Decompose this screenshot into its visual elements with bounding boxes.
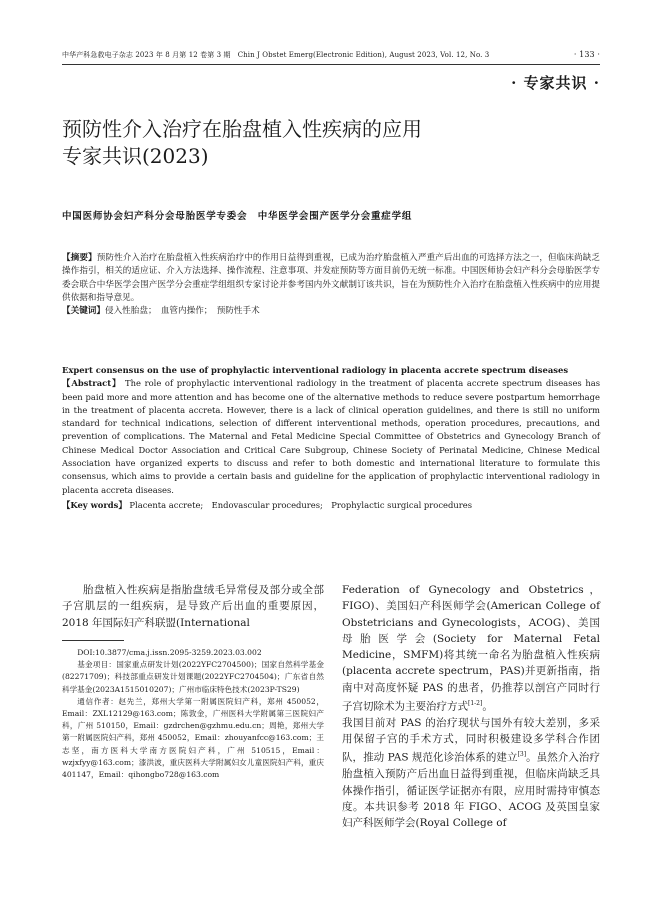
body-text-run: 。: [482, 700, 493, 713]
funding-note: 基金项目：国家重点研发计划(2022YFC2704500)；国家自然科学基金(82271709)；科技部重点研发计划课题(2022YFC2704504)；广东省自然科学基金(2023A1515010207)；广州市临床特色技术(2023P-TS29): [62, 660, 324, 694]
running-header: [62, 50, 600, 64]
en-keywords: Placenta accrete; Endovascular procedures; Prophylactic surgical procedures: [129, 499, 472, 510]
body-paragraph: 胎盘植入性疾病是指胎盘绒毛异常侵及部分或全部子宫肌层的一组疾病，是导致产后出血的重要原因，2018 年国际妇产科联盟(International: [62, 584, 324, 629]
body-column-right: [342, 582, 600, 831]
cn-abstract-text: 预防性介入治疗在胎盘植入性疾病治疗中的作用日益得到重视，已成为治疗胎盘植入严重产后出血的可选择方法之一，但临床尚缺乏操作指引，相关的适应证、介入方法选择、操作流程、注意事项、并发症预防等方面目前仍无统一标准。中国医师协会妇产科分会母胎医学专委会联合中华医学会围产医学分会重症学组组织专家讨论并参考国内外文献制订该共识，旨在为预防性介入治疗在胎盘植入性疾病中的应用提供依据和指导意见。: [62, 253, 600, 303]
citation-ref[interactable]: [1-2]: [468, 700, 483, 708]
title-line-1: 预防性介入治疗在胎盘植入性疾病的应用: [62, 117, 422, 141]
en-abstract-label: 【Abstract】: [62, 378, 122, 389]
correspondence-note: 通信作者：赵先兰，郑州大学第一附属医院妇产科，郑州 450052，Email：ZXL12129@163.com；陈敦金，广州医科大学附属第三医院妇产科，广州 510150，Email：gzdrchen@gzhmu.edu.cn；周艳，郑州大学第一附属医院妇产科，郑州 450052，Email：zhouyanfcc@163.com；王志坚，南方医科大学南方医院妇产科，广州 510515，Email：wzjxfyy@163.com；漆洪波，重庆医科大学附属妇女儿童医院妇产科，重庆 401147，Email：qihongbo728@163.com: [62, 696, 324, 779]
page-number: · 133 ·: [573, 50, 600, 59]
english-abstract: [62, 364, 600, 512]
en-abstract-text: The role of prophylactic interventional radiology in the treatment of placenta accrete spectrum diseases has been paid more and more attention and has become one of the alternative methods to reduce severe postpartum hemorrhage in the treatment of placenta accreta. However, there is a lack of clinical operation guidelines, and there is still no uniform standard for technical indications, selection of different interventional methods, operation procedures, precautions, and prevention of complications. The Maternal and Fetal Medicine Special Committee of Obstetrics and Gynecology Branch of Chinese Medical Doctor Association and Critical Care Subgroup, Chinese Society of Perinatal Medicine, Chinese Medical Association have organized experts to discuss and refer to both domestic and international literature to formulate this consensus, which aims to provide a certain basis and guideline for the application of prophylactic interventional radiology in placenta accreta diseases.: [62, 378, 601, 495]
section-tag: · 专家共识 ·: [511, 74, 600, 92]
body-text-run: Federation of Gynecology and Obstetrics，FIGO)、美国妇产科医师学会(American College of Obstetricians and Gynecologists，ACOG)、美国母胎医学会(Society for Maternal Fetal Medicine，SMFM)将其统一命名为胎盘植入性疾病(placenta accrete spectrum，PAS)并更新指南，指南中对高度怀疑 PAS 的患者，仍推荐以剖宫产同时行子宫切除术为主要治疗方式: [342, 584, 600, 713]
en-keywords-label: 【Key words】: [62, 499, 127, 510]
doi: DOI:10.3877/cma.j.issn.2095-3259.2023.03.002: [77, 647, 262, 657]
body-text-run: 。虽然介入治疗胎盘植入预防产后出血日益得到重视，但临床尚缺乏具体操作指引，循证医学证据亦有限，应用时需持审慎态度。本共识参考 2018 年 FIGO、ACOG 及英国皇家妇产科医师学会(Royal College of: [342, 751, 600, 830]
cn-abstract-label: 【摘要】: [62, 253, 97, 263]
chinese-abstract: [62, 252, 600, 318]
cn-keywords-label: 【关键词】: [62, 306, 105, 317]
journal-line: 中华产科急救电子杂志 2023 年 8 月第 12 卷第 3 期 Chin J Obstet Emerg(Electronic Edition), August 2023, Vol. 12, No. 3: [62, 51, 490, 59]
body-column-left: [62, 582, 324, 781]
footnotes: [62, 647, 324, 781]
footnote-rule: [62, 640, 124, 641]
article-title: [62, 116, 600, 170]
citation-ref[interactable]: [3]: [517, 751, 527, 759]
title-line-2: 专家共识(2023): [62, 144, 209, 168]
body-text-run: 我国目前对 PAS 的治疗现状与国外有较大差别，多采用保留子宫的手术方式，同时积极建设多学科合作团队，推动 PAS 规范化诊治体系的建立: [342, 716, 600, 764]
body-paragraph: [342, 582, 600, 715]
cn-keywords: 侵入性胎盘； 血管内操作； 预防性手术: [104, 306, 260, 317]
header-rule: [62, 64, 600, 65]
author-groups: 中国医师协会妇产科分会母胎医学专委会 中华医学会围产医学分会重症学组: [62, 211, 413, 222]
english-title: Expert consensus on the use of prophylactic interventional radiology in placenta accrete spectrum diseases: [62, 365, 569, 375]
body-paragraph: [342, 715, 600, 832]
